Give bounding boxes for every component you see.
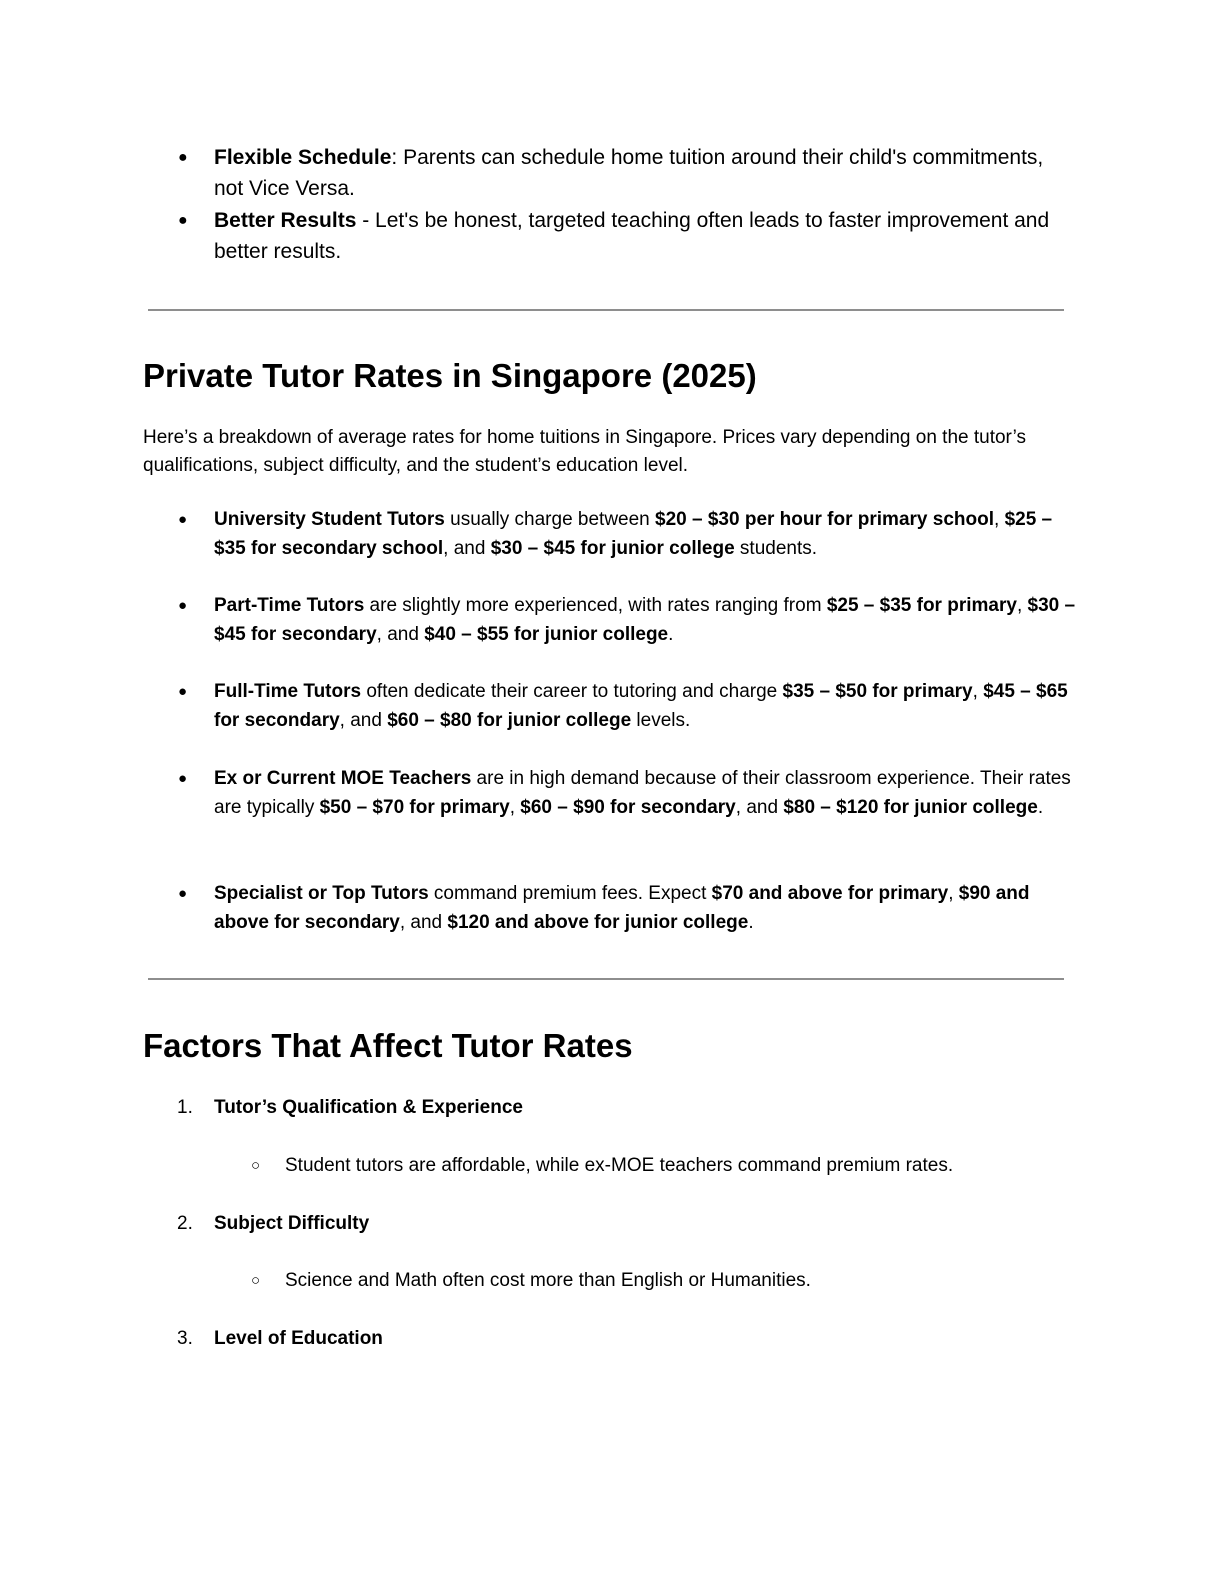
rate-secondary: $25 – $35 for secondary school xyxy=(214,509,1053,559)
list-item-text: , and xyxy=(376,624,425,645)
sub-list-item-text: Science and Math often cost more than English or Humanities. xyxy=(285,1270,811,1291)
list-item-text: Let's be honest, targeted teaching often leads to faster improvement and better results. xyxy=(214,209,1050,263)
list-item-text: Parents can schedule home tuition around their child's commitments, not Vice Versa. xyxy=(214,146,1044,200)
list-item-content xyxy=(214,142,1074,204)
list-item-flexible-schedule xyxy=(144,142,1074,204)
list-item-text: , and xyxy=(339,710,388,731)
hollow-bullet-icon: ○ xyxy=(251,1272,261,1289)
rate-junior-college: $120 and above for junior college xyxy=(447,912,749,933)
rate-secondary: $60 – $90 for secondary xyxy=(520,797,736,818)
rate-secondary: $45 – $65 for secondary xyxy=(214,681,1068,731)
list-item-text: are slightly more experienced, with rates ranging from xyxy=(364,595,827,616)
numbered-item-level-of-education xyxy=(144,1324,1079,1353)
list-item-text: command premium fees. Expect xyxy=(428,883,712,904)
numbered-item-title: Tutor’s Qualification & Experience xyxy=(214,1097,523,1118)
list-item-text: , xyxy=(948,883,959,904)
list-item-content xyxy=(214,879,1079,937)
list-item-term: Flexible Schedule xyxy=(214,146,392,169)
list-item-content xyxy=(214,591,1079,649)
bullet-icon: ● xyxy=(178,770,188,787)
list-item-university-student-tutors xyxy=(144,505,1079,563)
list-item-text: , xyxy=(994,509,1005,530)
list-item-text: , xyxy=(972,681,984,702)
list-item-content xyxy=(214,205,1074,267)
list-item-separator: : xyxy=(391,146,398,169)
list-item-text: . xyxy=(668,624,674,645)
bullet-icon: ● xyxy=(178,212,188,229)
numbered-item-qualification xyxy=(144,1093,1079,1122)
rate-junior-college: $40 – $55 for junior college xyxy=(424,624,669,645)
list-number: 1. xyxy=(177,1097,193,1118)
numbered-item-subject-difficulty xyxy=(144,1209,1079,1238)
rate-primary: $35 – $50 for primary xyxy=(782,681,973,702)
horizontal-divider xyxy=(148,309,1064,311)
sub-list-item-text: Student tutors are affordable, while ex-MOE teachers command premium rates. xyxy=(285,1155,954,1176)
section-heading-factors: Factors That Affect Tutor Rates xyxy=(143,1027,633,1064)
list-item-text: . xyxy=(1037,797,1044,818)
rate-primary: $50 – $70 for primary xyxy=(319,797,510,818)
bullet-icon: ● xyxy=(178,149,188,166)
rate-primary: $70 and above for primary xyxy=(711,883,949,904)
list-item-specialist-tutors xyxy=(144,879,1079,937)
numbered-item-title: Level of Education xyxy=(214,1328,383,1349)
bullet-icon: ● xyxy=(178,511,188,528)
list-item-term: Ex or Current MOE Teachers xyxy=(214,768,472,789)
rate-primary: $20 – $30 per hour for primary school xyxy=(655,509,994,530)
list-item-text: , xyxy=(1016,595,1028,616)
list-item-better-results xyxy=(144,205,1074,267)
list-item-content xyxy=(214,764,1079,822)
list-item-separator: - xyxy=(356,209,370,232)
section-heading-rates: Private Tutor Rates in Singapore (2025) xyxy=(143,357,757,394)
list-item-text: , and xyxy=(443,538,491,559)
horizontal-divider xyxy=(148,978,1064,980)
list-item-term: Better Results xyxy=(214,209,357,232)
rate-primary: $25 – $35 for primary xyxy=(826,595,1017,616)
list-item-part-time-tutors xyxy=(144,591,1079,649)
bullet-icon: ● xyxy=(178,597,188,614)
rates-intro-paragraph: Here’s a breakdown of average rates for home tuitions in Singapore. Prices vary depending on the tutor’s qualifications, subject difficulty, and the student’s education level. xyxy=(143,427,1026,476)
rate-junior-college: $80 – $120 for junior college xyxy=(783,797,1038,818)
list-item-text: , xyxy=(509,797,521,818)
bullet-icon: ● xyxy=(178,683,188,700)
list-item-full-time-tutors xyxy=(144,677,1079,735)
list-item-text: are in high demand because of their classroom experience. Their rates are typically xyxy=(214,768,1071,818)
hollow-bullet-icon: ○ xyxy=(251,1157,261,1174)
sub-list-item xyxy=(144,1266,1079,1295)
list-item-term: Full-Time Tutors xyxy=(214,681,362,702)
list-item-text: . xyxy=(748,912,754,933)
rate-secondary: $90 and above for secondary xyxy=(214,883,1030,933)
list-number: 3. xyxy=(177,1328,193,1349)
list-item-content xyxy=(214,505,1079,563)
list-item-term: University Student Tutors xyxy=(214,509,445,530)
list-item-text: usually charge between xyxy=(444,509,656,530)
rate-junior-college: $60 – $80 for junior college xyxy=(387,710,632,731)
list-item-text: , and xyxy=(399,912,448,933)
rate-junior-college: $30 – $45 for junior college xyxy=(490,538,735,559)
list-item-term: Specialist or Top Tutors xyxy=(214,883,429,904)
list-item-term: Part-Time Tutors xyxy=(214,595,365,616)
list-item-moe-teachers xyxy=(144,764,1079,822)
numbered-item-title: Subject Difficulty xyxy=(214,1213,370,1234)
list-number: 2. xyxy=(177,1213,193,1234)
list-item-text: , and xyxy=(735,797,784,818)
list-item-text: levels. xyxy=(631,710,691,731)
list-item-content xyxy=(214,677,1079,735)
sub-list-item xyxy=(144,1151,1079,1180)
bullet-icon: ● xyxy=(178,885,188,902)
list-item-text: students. xyxy=(734,538,818,559)
list-item-text: often dedicate their career to tutoring and charge xyxy=(361,681,783,702)
rate-secondary: $30 – $45 for secondary xyxy=(214,595,1076,645)
